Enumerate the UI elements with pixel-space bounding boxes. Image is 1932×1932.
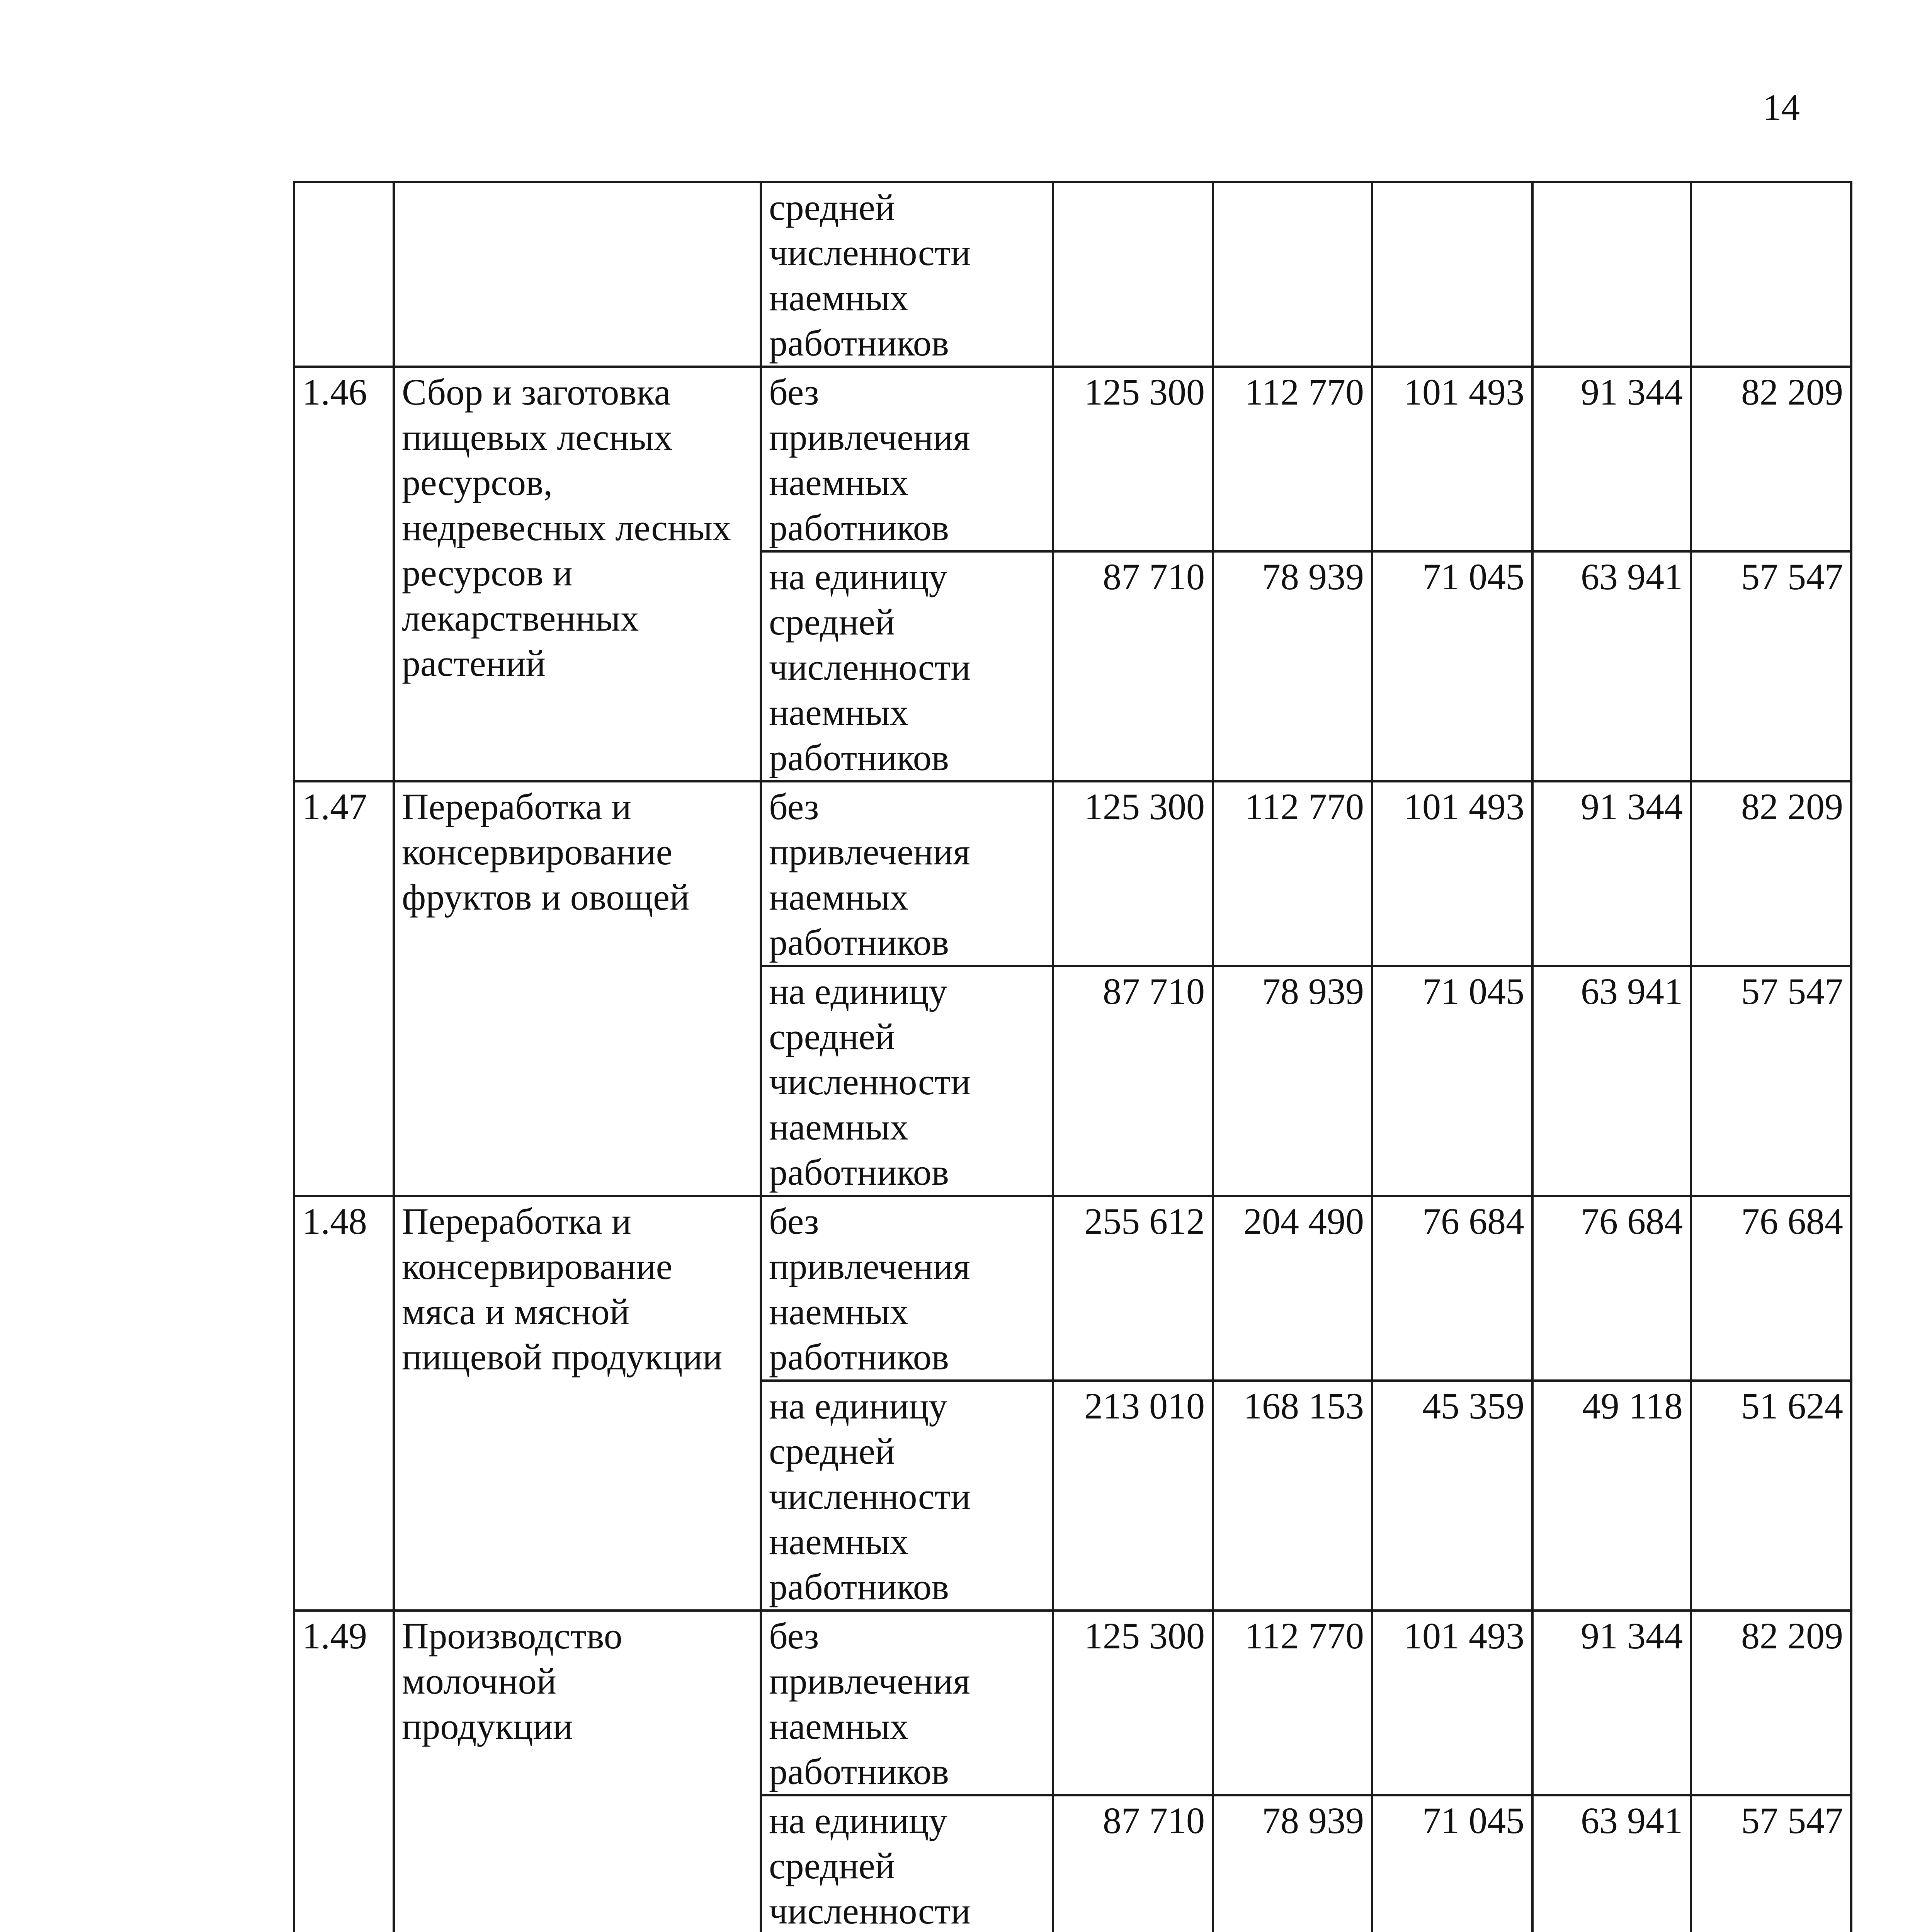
value-cell: 112 770 (1213, 1611, 1372, 1795)
value-cell: 63 941 (1532, 966, 1691, 1196)
value-cell: 63 941 (1532, 551, 1691, 781)
value-cell: 49 118 (1532, 1381, 1691, 1611)
value-cell (1213, 182, 1372, 367)
activity-name-cell: Производство молочной продукции (394, 1611, 761, 1932)
activity-name-cell: Сбор и заготовка пищевых лесных ресурсов, недревесных лесных ресурсов и лекарственных растений (394, 367, 761, 781)
value-cell: 82 209 (1691, 1611, 1851, 1795)
value-cell: 82 209 (1691, 367, 1851, 551)
value-cell: 125 300 (1053, 1611, 1213, 1795)
value-cell: 213 010 (1053, 1381, 1213, 1611)
table-row (294, 182, 1851, 367)
value-cell: 78 939 (1213, 551, 1372, 781)
value-cell: 71 045 (1372, 966, 1532, 1196)
activity-name-cell: Переработка и консервирование мяса и мясной пищевой продукции (394, 1196, 761, 1611)
value-cell: 87 710 (1053, 966, 1213, 1196)
unit-cell: на единицу средней численности наемных работников (761, 551, 1053, 781)
activity-name-cell (394, 182, 761, 367)
value-cell: 101 493 (1372, 781, 1532, 966)
index-cell (294, 182, 394, 367)
value-cell: 78 939 (1213, 1795, 1372, 1932)
value-cell (1532, 182, 1691, 367)
table-row (294, 781, 1851, 966)
value-cell: 101 493 (1372, 367, 1532, 551)
table-row (294, 1611, 1851, 1795)
value-cell: 125 300 (1053, 781, 1213, 966)
activity-name-cell: Переработка и консервирование фруктов и овощей (394, 781, 761, 1196)
value-cell: 63 941 (1532, 1795, 1691, 1932)
index-cell: 1.48 (294, 1196, 394, 1611)
value-cell: 51 624 (1691, 1381, 1851, 1611)
value-cell: 71 045 (1372, 551, 1532, 781)
value-cell: 57 547 (1691, 551, 1851, 781)
index-cell: 1.49 (294, 1611, 394, 1932)
value-cell: 78 939 (1213, 966, 1372, 1196)
unit-cell: средней численности наемных работников (761, 182, 1053, 367)
unit-cell: без привлечения наемных работников (761, 367, 1053, 551)
value-cell: 91 344 (1532, 781, 1691, 966)
value-cell: 255 612 (1053, 1196, 1213, 1381)
value-cell: 168 153 (1213, 1381, 1372, 1611)
value-cell: 101 493 (1372, 1611, 1532, 1795)
unit-cell: без привлечения наемных работников (761, 1196, 1053, 1381)
value-cell: 82 209 (1691, 781, 1851, 966)
value-cell: 91 344 (1532, 1611, 1691, 1795)
value-cell: 87 710 (1053, 1795, 1213, 1932)
value-cell (1372, 182, 1532, 367)
index-cell: 1.46 (294, 367, 394, 781)
unit-cell: на единицу средней численности наемных работников (761, 966, 1053, 1196)
index-cell: 1.47 (294, 781, 394, 1196)
value-cell: 71 045 (1372, 1795, 1532, 1932)
value-cell: 45 359 (1372, 1381, 1532, 1611)
unit-cell: на единицу средней численности (761, 1795, 1053, 1932)
value-cell: 112 770 (1213, 367, 1372, 551)
value-cell: 76 684 (1532, 1196, 1691, 1381)
value-cell: 57 547 (1691, 966, 1851, 1196)
value-cell (1053, 182, 1213, 367)
value-cell: 112 770 (1213, 781, 1372, 966)
value-cell: 91 344 (1532, 367, 1691, 551)
table-row (294, 1196, 1851, 1381)
value-cell: 87 710 (1053, 551, 1213, 781)
value-cell: 125 300 (1053, 367, 1213, 551)
page-number: 14 (1763, 87, 1800, 128)
value-cell: 204 490 (1213, 1196, 1372, 1381)
unit-cell: без привлечения наемных работников (761, 1611, 1053, 1795)
value-cell (1691, 182, 1851, 367)
value-cell: 76 684 (1372, 1196, 1532, 1381)
tariff-table (293, 181, 1852, 1932)
unit-cell: без привлечения наемных работников (761, 781, 1053, 966)
value-cell: 76 684 (1691, 1196, 1851, 1381)
table-row (294, 367, 1851, 551)
value-cell: 57 547 (1691, 1795, 1851, 1932)
unit-cell: на единицу средней численности наемных работников (761, 1381, 1053, 1611)
